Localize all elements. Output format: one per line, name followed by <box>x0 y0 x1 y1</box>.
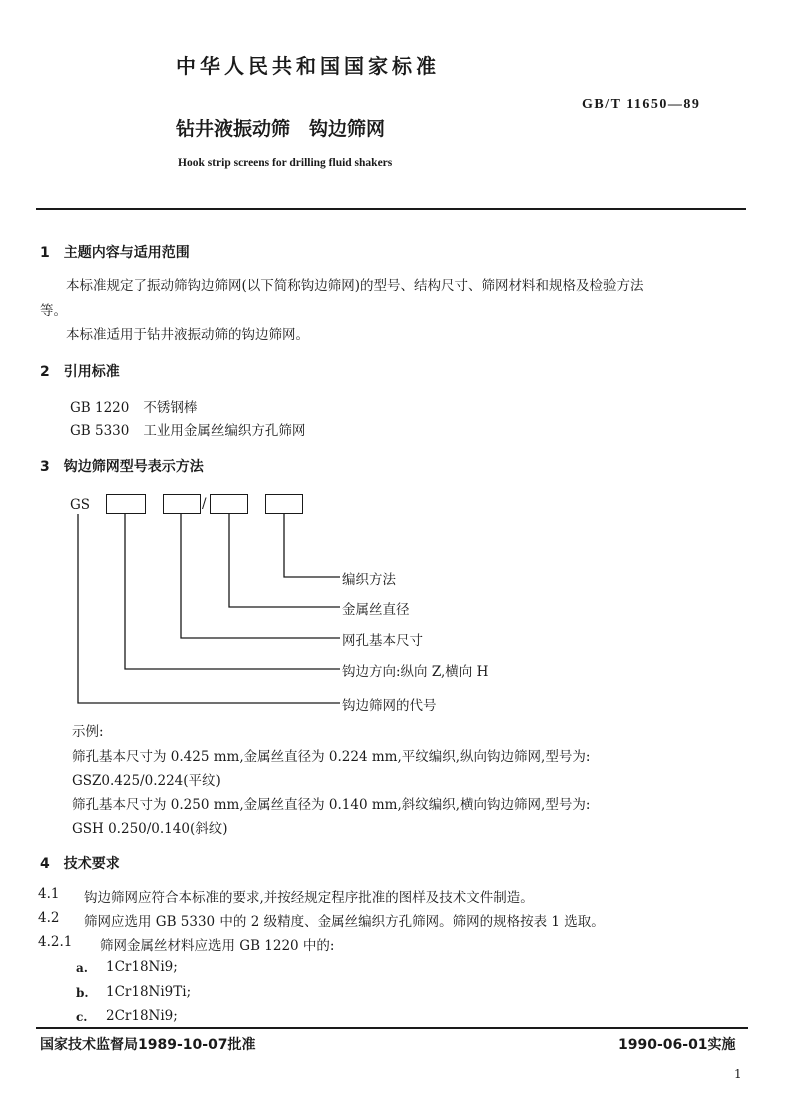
example-description: 筛孔基本尺寸为 0.425 mm,金属丝直径为 0.224 mm,平纹编织,纵向钩边筛网,型号为: <box>72 749 591 765</box>
example-model: GSZ0.425/0.224(平纹) <box>72 773 221 789</box>
reference-title: 工业用金属丝编织方孔筛网 <box>143 423 306 439</box>
section-2-heading: 2 引用标准 <box>40 364 120 380</box>
english-title: Hook strip screens for drilling fluid shakers <box>178 157 393 169</box>
section-1-paragraph-line: 本标准规定了振动筛钩边筛网(以下简称钩边筛网)的型号、结构尺寸、筛网材料和规格及检验方法 <box>66 278 644 294</box>
national-standard-title: 中华人民共和国国家标准 <box>176 54 440 78</box>
sub-item-label: b. <box>76 986 89 1000</box>
label-wire-diameter: 金属丝直径 <box>342 602 410 618</box>
example-model: GSH 0.250/0.140(斜纹) <box>72 821 228 837</box>
label-screen-code: 钩边筛网的代号 <box>342 698 437 714</box>
clause-number: 4.1 <box>38 886 60 902</box>
model-slash: / <box>202 496 207 512</box>
implementation-date: 1990-06-01实施 <box>618 1037 736 1053</box>
reference-code: GB 5330 <box>70 423 130 439</box>
section-1-scope-paragraph: 本标准适用于钻井液振动筛的钩边筛网。 <box>66 327 309 343</box>
reference-code: GB 1220 <box>70 400 130 416</box>
leader-line-direction <box>125 514 340 669</box>
clause-number: 4.2.1 <box>38 934 73 950</box>
clause-text: 钩边筛网应符合本标准的要求,并按经规定程序批准的图样及技术文件制造。 <box>84 890 534 906</box>
page-number: 1 <box>734 1067 742 1081</box>
model-prefix: GS <box>70 497 91 513</box>
approval-statement: 国家技术监督局1989-10-07批准 <box>40 1037 256 1053</box>
sub-item-material: 1Cr18Ni9Ti; <box>106 984 192 1000</box>
sub-item-material: 1Cr18Ni9; <box>106 959 178 975</box>
section-3-heading: 3 钩边筛网型号表示方法 <box>40 459 204 475</box>
reference-title: 不锈钢棒 <box>143 400 198 416</box>
document-title: 钻井液振动筛 钩边筛网 <box>176 118 386 140</box>
label-hook-direction: 钩边方向:纵向 Z,横向 H <box>342 664 489 680</box>
leader-line-code <box>78 514 340 703</box>
standard-number: GB/T 11650—89 <box>582 97 701 112</box>
footer-divider <box>36 1027 748 1029</box>
section-4-heading: 4 技术要求 <box>40 856 120 872</box>
label-aperture-size: 网孔基本尺寸 <box>342 633 423 649</box>
example-label: 示例: <box>72 724 104 740</box>
clause-text: 筛网应选用 GB 5330 中的 2 级精度、金属丝编织方孔筛网。筛网的规格按表 1 选取。 <box>84 914 605 930</box>
section-1-heading: 1 主题内容与适用范围 <box>40 245 190 261</box>
label-weave-method: 编织方法 <box>342 572 396 588</box>
leader-line-weave <box>284 514 340 577</box>
clause-text: 筛网金属丝材料应选用 GB 1220 中的: <box>100 938 335 954</box>
example-description: 筛孔基本尺寸为 0.250 mm,金属丝直径为 0.140 mm,斜纹编织,横向钩边筛网,型号为: <box>72 797 591 813</box>
sub-item-material: 2Cr18Ni9; <box>106 1008 178 1024</box>
clause-number: 4.2 <box>38 910 60 926</box>
sub-item-label: a. <box>76 961 88 975</box>
leader-line-aperture <box>181 514 340 638</box>
section-1-paragraph-line: 等。 <box>40 303 67 319</box>
sub-item-label: c. <box>76 1010 88 1024</box>
